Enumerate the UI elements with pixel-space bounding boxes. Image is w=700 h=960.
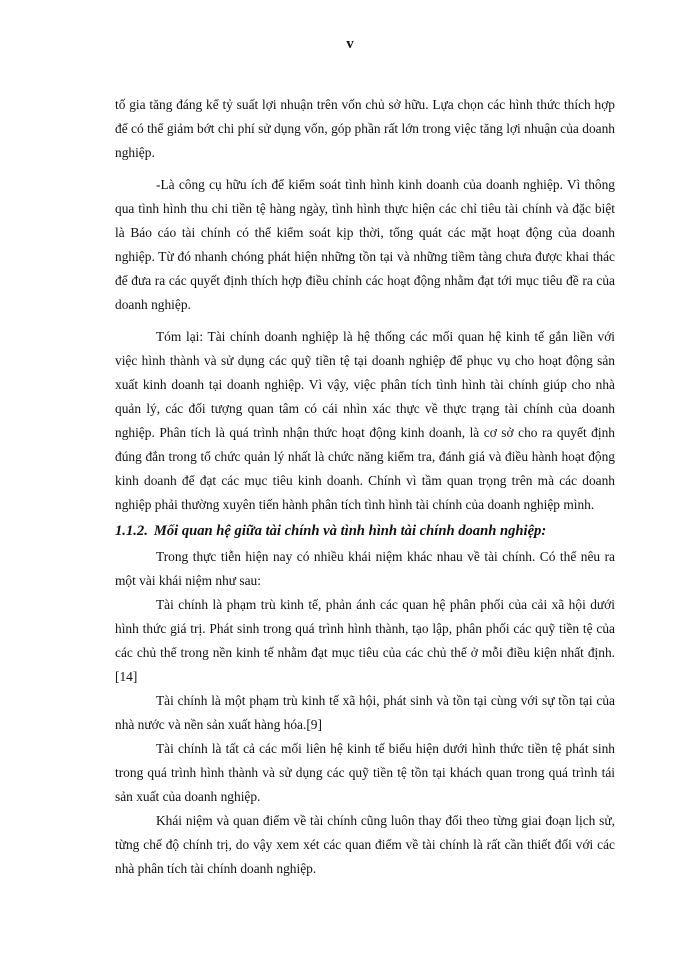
paragraph-conclusion: Khái niệm và quan điểm về tài chính cũng luôn thay đổi theo từng giai đoạn lịch sử, từng chế độ chính trị, do vậy xem xét các quan điểm về tài chính là rất cần thiết đối với các nhà phân tích tài chính doanh nghiệp. (115, 813, 615, 876)
paragraph-profit-continuation: tố gia tăng đáng kể tỷ suất lợi nhuận trên vốn chủ sở hữu. Lựa chọn các hình thức thích hợp để có thể giảm bớt chi phí sử dụng vốn, góp phần rất lớn trong việc tăng lợi nhuận của doanh nghiệp. (115, 97, 615, 160)
page-number: v (346, 36, 354, 52)
paragraph-summary: Tóm lại: Tài chính doanh nghiệp là hệ thống các mối quan hệ kinh tế gắn liền với việc hình thành và sử dụng các quỹ tiền tệ tại doanh nghiệp để phục vụ cho hoạt động sản xuất kinh doanh tại doanh nghiệp. Vì vậy, việc phân tích tình hình tài chính giúp cho nhà quản lý, các đối tượng quan tâm có cái nhìn xác thực về thực trạng tài chính của doanh nghiệp. Phân tích là quá trình nhận thức hoạt động kinh doanh, là cơ sở cho ra quyết định đúng đắn trong tổ chức quản lý nhất là chức năng kiểm tra, đánh giá và điều hành hoạt động kinh doanh để đạt các mục tiêu kinh doanh. Chính vì tầm quan trọng trên mà các doanh nghiệp phải thường xuyên tiến hành phân tích tình hình tài chính của doanh nghiệp mình. (115, 329, 615, 512)
paragraph-intro-concepts: Trong thực tiễn hiện nay có nhiều khái niệm khác nhau về tài chính. Có thể nêu ra một vài khái niệm như sau: (115, 549, 615, 588)
paragraph-concept-3: Tài chính là tất cả các mối liên hệ kinh tế biểu hiện dưới hình thức tiền tệ phát sinh trong quá trình hình thành và sử dụng các quỹ tiền tệ tồn tại khách quan trong quá trình tái sản xuất của doanh nghiệp. (115, 741, 615, 804)
paragraph-control-tool: -Là công cụ hữu ích để kiểm soát tình hình kinh doanh của doanh nghiệp. Vì thông qua tình hình thu chi tiền tệ hàng ngày, tình hình thực hiện các chỉ tiêu tài chính và đặc biệt là Báo cáo tài chính có thể kiểm soát kịp thời, tổng quát các mặt hoạt động của doanh nghiệp. Từ đó nhanh chóng phát hiện những tồn tại và những tiềm tàng chưa được khai thác để đưa ra các quyết định thích hợp điều chỉnh các hoạt động nhằm đạt tới mục tiêu đề ra của doanh nghiệp. (115, 177, 615, 312)
section-number: 1.1.2. (115, 523, 148, 539)
section-title: Mối quan hệ giữa tài chính và tình hình tài chính doanh nghiệp: (153, 523, 547, 539)
paragraph-concept-1: Tài chính là phạm trù kinh tế, phản ánh các quan hệ phân phối của cải xã hội dưới hình thức giá trị. Phát sinh trong quá trình hình thành, tạo lập, phân phối các quỹ tiền tệ của các chủ thể trong nền kinh tế nhằm đạt mục tiêu của các chủ thể ở mỗi điều kiện nhất định.[14] (115, 597, 615, 684)
document-body (115, 93, 615, 881)
section-heading (115, 519, 615, 543)
paragraph-concept-2: Tài chính là một phạm trù kinh tế xã hội, phát sinh và tồn tại cùng với sự tồn tại của nhà nước và nền sản xuất hàng hóa.[9] (115, 693, 615, 732)
